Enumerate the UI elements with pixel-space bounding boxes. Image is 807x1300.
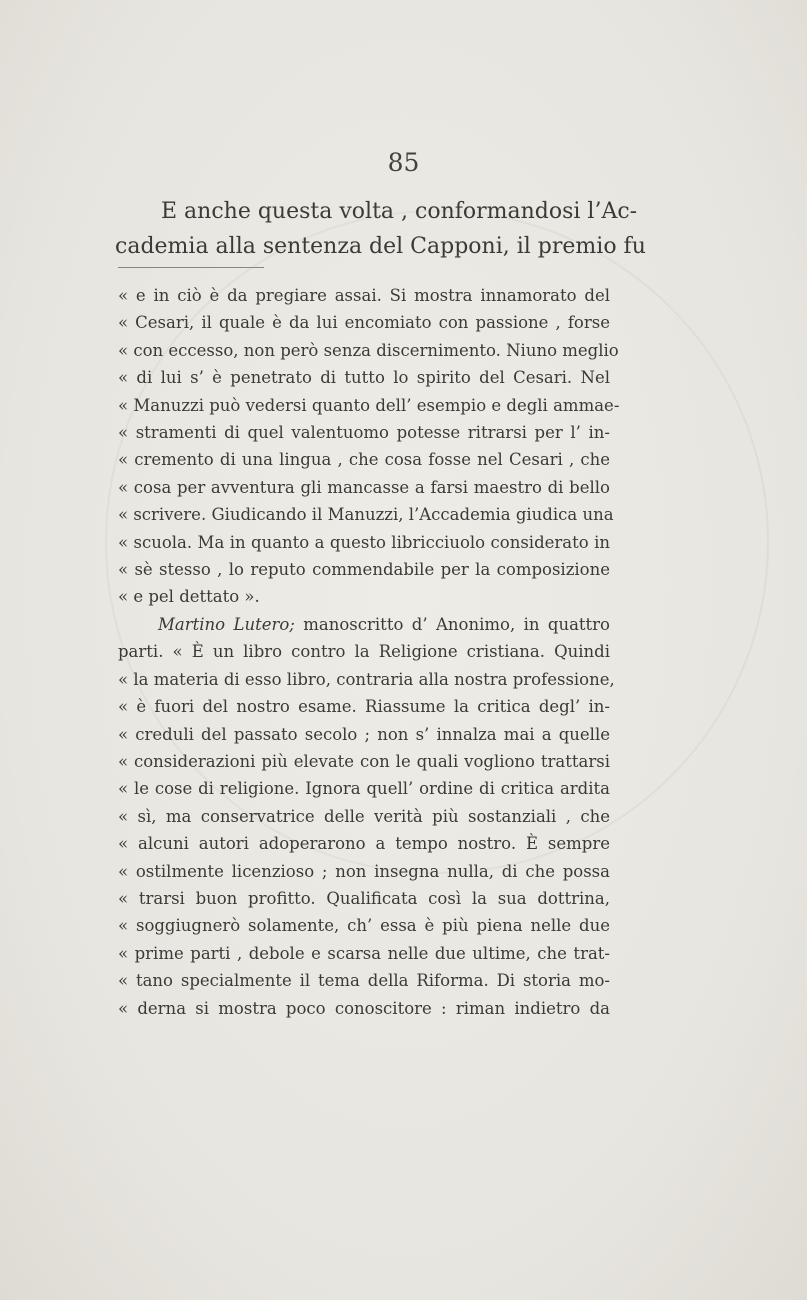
- entry-line: « ostilmente licenzioso ; non insegna nulla, di che possa: [118, 861, 610, 881]
- main-text: [115, 194, 646, 264]
- footnote-line: « e pel dettato ».: [118, 587, 260, 607]
- entry-line: « sì, ma conservatrice delle verità più sostanziali , che: [118, 806, 610, 826]
- entry-heading-rest: manoscritto d’ Anonimo, in quattro: [303, 614, 610, 634]
- footnote-line: « stramenti di quel valentuomo potesse ritrarsi per l’ in-: [118, 423, 610, 443]
- entry-title: Martino Lutero;: [158, 614, 295, 634]
- entry-line: « creduli del passato secolo ; non s’ innalza mai a quelle: [118, 724, 610, 744]
- entry-heading-line: [118, 611, 610, 638]
- entry-line: « alcuni autori adoperarono a tempo nostro. È sempre: [118, 834, 610, 854]
- entry-line: parti. « È un libro contro la Religione cristiana. Quindi: [118, 642, 610, 662]
- footnote-line: « scrivere. Giudicando il Manuzzi, l’Accademia giudica una: [118, 505, 614, 525]
- page-number: 85: [387, 148, 420, 177]
- footnote-line: « scuola. Ma in quanto a questo libricciuolo considerato in: [118, 532, 610, 552]
- footnote-line: « Manuzzi può vedersi quanto dell’ esempio e degli ammae-: [118, 395, 620, 415]
- entry-line: « derna si mostra poco conoscitore : riman indietro da: [118, 998, 610, 1018]
- entry-line: « trarsi buon profitto. Qualificata così la sua dottrina,: [118, 888, 610, 908]
- entry-line: « tano specialmente il tema della Riforma. Di storia mo-: [118, 971, 610, 991]
- entry-line: « prime parti , debole e scarsa nelle due ultime, che trat-: [118, 943, 610, 963]
- footnote-line: « cremento di una lingua , che cosa fosse nel Cesari , che: [118, 450, 610, 470]
- footnote-separator: [118, 267, 264, 268]
- main-text-line: cademia alla sentenza del Capponi, il premio fu: [115, 234, 646, 259]
- footnote-line: « con eccesso, non però senza discernimento. Niuno meglio: [118, 340, 619, 360]
- entry-line: « considerazioni più elevate con le quali vogliono trattarsi: [118, 751, 610, 771]
- entry-line: « le cose di religione. Ignora quell’ ordine di critica ardita: [118, 779, 610, 799]
- footnote-line: « sè stesso , lo reputo commendabile per la composizione: [118, 560, 610, 580]
- footnote-line: « di lui s’ è penetrato di tutto lo spirito del Cesari. Nel: [118, 368, 610, 388]
- footnote-line: « e in ciò è da pregiare assai. Si mostra innamorato del: [118, 286, 610, 305]
- entry-line: « è fuori del nostro esame. Riassume la critica degl’ in-: [118, 697, 610, 717]
- footnote-line: « cosa per avventura gli mancasse a farsi maestro di bello: [118, 477, 610, 497]
- main-text-line: E anche questa volta , conformandosi l’Ac-: [161, 199, 638, 224]
- footnote-line: « Cesari, il quale è da lui encomiato con passione , forse: [118, 313, 610, 333]
- entry-line: « la materia di esso libro, contraria alla nostra professione,: [118, 669, 615, 689]
- footnote-block: [118, 282, 620, 1022]
- entry-line: « soggiugnerò solamente, ch’ essa è più piena nelle due: [118, 916, 610, 936]
